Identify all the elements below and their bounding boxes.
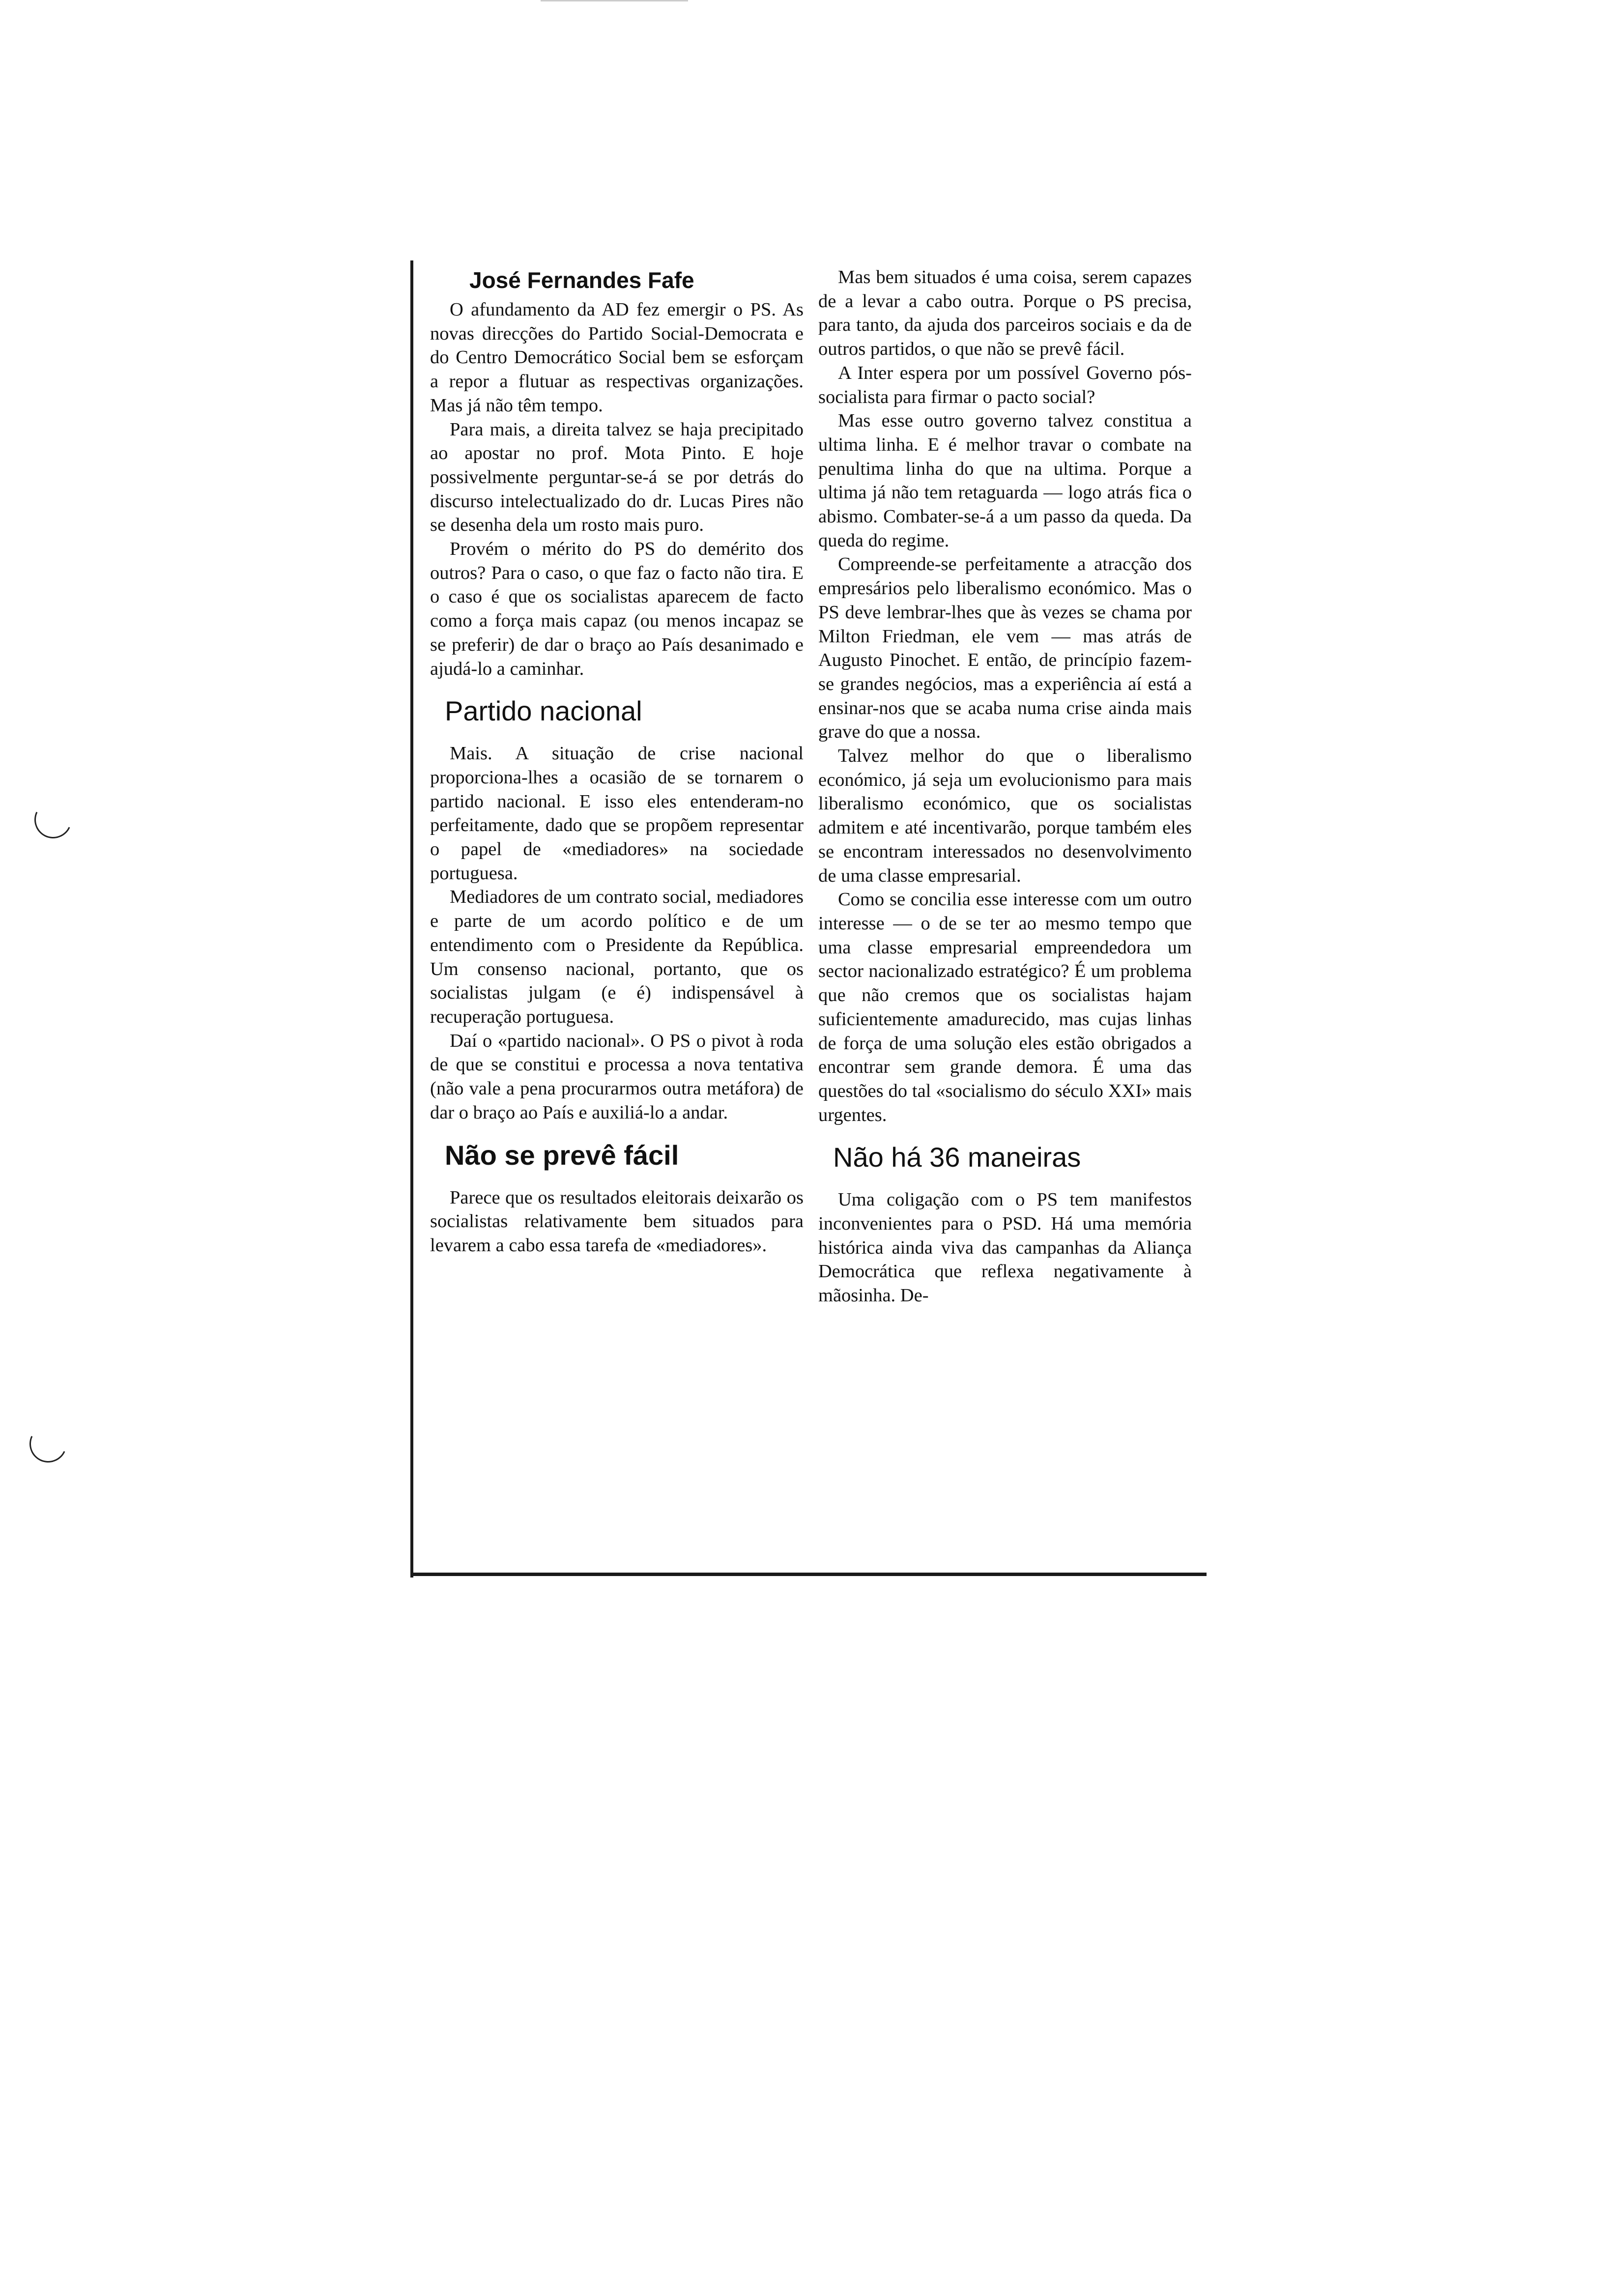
article-byline: José Fernandes Fafe <box>469 267 694 293</box>
article-paragraph: Mediadores de um contrato social, mediadores e parte de um acordo político e de um entendimento com o Presidente da República. Um consenso nacional, portanto, que os socialistas julgam (e é) indispensável à recuperação portuguesa. <box>430 887 804 1027</box>
article-paragraph: Parece que os resultados eleitorais deixarão os socialistas relativamente bem situados para levarem a cabo essa tarefa de «mediadores». <box>430 1187 804 1256</box>
clipping-bottom-border <box>410 1573 1207 1576</box>
article-paragraph: Como se concilia esse interesse com um outro interesse — o de se ter ao mesmo tempo que uma classe empresarial empreendedora um sector nacionalizado estratégico? É um problema que não cremos que os socialistas hajam suficientemente amadurecido, mas cujas linhas de força de uma solução eles estão obrigados a encontrar sem grande demora. É uma das questões do tal «socialismo do século XXI» mais urgentes. <box>818 889 1192 1125</box>
article-paragraph: Mas bem situados é uma coisa, serem capazes de a levar a cabo outra. Porque o PS precisa, para tanto, da ajuda dos parceiros sociais e da de outros partidos, o que não se prevê fácil. <box>818 267 1192 360</box>
article-left-column <box>430 265 804 1258</box>
article-paragraph: O afundamento da AD fez emergir o PS. As novas direcções do Partido Social-Democrata e do Centro Democrático Social bem se esforçam a repor a flutuar as respectivas organizações. Mas já não têm tempo. <box>430 299 804 416</box>
article-paragraph: Talvez melhor do que o liberalismo económico, já seja um evolucionismo para mais liberalismo económico, que os socialistas admitem e até incentivarão, porque também eles se encontram interessados no desenvolvimento de uma classe empresarial. <box>818 746 1192 886</box>
article-paragraph: Compreende-se perfeitamente a atracção dos empresários pelo liberalismo económico. Mas o PS deve lembrar-lhes que às vezes se chama por Milton Friedman, ele vem — mas atrás de Augusto Pinochet. E então, de princípio fazem-se grandes negócios, mas a experiência aí está a ensinar-nos que se acaba numa crise ainda mais grave do que a nossa. <box>818 554 1192 743</box>
article-paragraph: Mas esse outro governo talvez constitua a ultima linha. E é melhor travar o combate na penultima linha do que na ultima. Porque a ultima já não tem retaguarda — logo atrás fica o abismo. Combater-se-á a um passo da queda. Da queda do regime. <box>818 410 1192 551</box>
clipping-left-border <box>410 260 413 1578</box>
subhead-partido-nacional: Partido nacional <box>445 695 642 727</box>
subhead-nao-ha-36-maneiras: Não há 36 maneiras <box>833 1142 1081 1173</box>
article-paragraph: Provém o mérito do PS do demérito dos outros? Para o caso, o que faz o facto não tira. E o caso é que os socialistas aparecem de facto como a força mais capaz (ou menos incapaz se se preferir) de dar o braço ao País desanimado e ajudá-lo a caminhar. <box>430 539 804 679</box>
newspaper-clipping <box>410 251 1207 1578</box>
article-paragraph: Para mais, a direita talvez se haja precipitado ao apostar no prof. Mota Pinto. E hoje possivelmente perguntar-se-á se por detrás do discurso intelectualizado do dr. Lucas Pires não se desenha dela um rosto mais puro. <box>430 419 804 536</box>
article-paragraph: Mais. A situação de crise nacional proporciona-lhes a ocasião de se tornarem o partido nacional. E isso eles entenderam-no perfeitamente, dado que se propõem representar o papel de «mediadores» na sociedade portuguesa. <box>430 743 804 884</box>
article-paragraph: Daí o «partido nacional». O PS o pivot à roda de que se constitui e processa a nova tentativa (não vale a pena procurarmos outra metáfora) de dar o braço ao País e auxiliá-lo a andar. <box>430 1030 804 1123</box>
article-right-column <box>818 265 1192 1308</box>
punch-hole-mark <box>29 796 77 843</box>
article-paragraph: Uma coligação com o PS tem manifestos inconvenientes para o PSD. Há uma memória histórica ainda viva das campanhas da Aliança Democrática que reflexa negativamente à mãosinha. De- <box>818 1189 1192 1306</box>
subhead-nao-se-preve-facil: Não se prevê fácil <box>445 1139 679 1171</box>
punch-hole-mark <box>24 1420 72 1467</box>
article-paragraph: A Inter espera por um possível Governo pós-socialista para firmar o pacto social? <box>818 362 1192 407</box>
scan-artifact-top <box>541 0 688 1</box>
